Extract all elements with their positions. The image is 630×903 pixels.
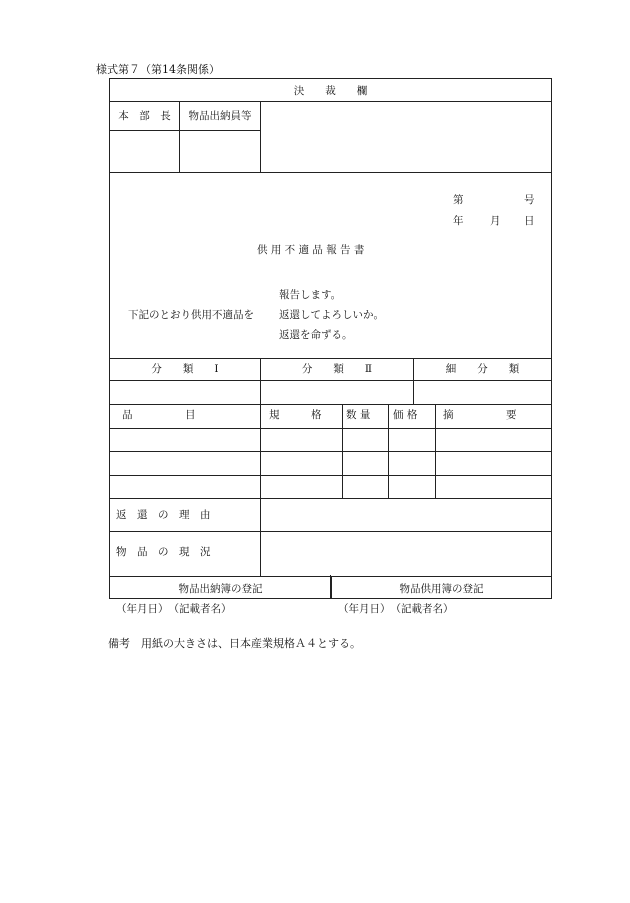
usage-ledger-registration-detail: （年月日） （記載者名）	[338, 603, 454, 615]
ledger-registration-title: 物品出納簿の登記	[178, 583, 263, 595]
rule	[110, 101, 551, 102]
report-form	[109, 78, 552, 615]
rule	[260, 404, 261, 498]
officer-label: 物品出納員等	[188, 110, 252, 122]
chief-label: 本 部 長	[118, 110, 171, 122]
ledger-registration-detail: （年月日） （記載者名）	[116, 603, 232, 615]
rule	[110, 404, 551, 405]
rule	[110, 475, 551, 476]
rule	[388, 404, 389, 498]
rule	[342, 404, 343, 498]
option-report: 報告します。	[279, 289, 342, 301]
price-header: 価 格	[393, 409, 418, 421]
rule	[260, 498, 261, 576]
classification-2-header: 分 類 Ⅱ	[301, 363, 373, 375]
rule	[110, 428, 551, 429]
rule	[110, 380, 551, 381]
rule	[110, 531, 551, 532]
usage-ledger-registration-title: 物品供用簿の登記	[399, 583, 484, 595]
rule	[110, 130, 260, 131]
option-return-order: 返還を命ずる。	[279, 329, 353, 341]
item-name-header: 品 目	[122, 409, 196, 421]
rule	[435, 404, 436, 498]
classification-1-header: 分 類 Ⅰ	[151, 363, 219, 375]
rule	[110, 172, 551, 173]
form-number-label: 様式第７（第14条関係）	[96, 63, 220, 76]
rule	[110, 498, 551, 499]
spec-header: 規 格	[269, 409, 322, 421]
document-title: 供 用 不 適 品 報 告 書	[257, 244, 365, 256]
rule	[110, 451, 551, 452]
lead-text: 下記のとおり供用不適品を	[128, 309, 254, 321]
return-reason-label: 返 還 の 理 由	[116, 509, 211, 521]
rule	[330, 575, 331, 599]
date-year: 年	[453, 215, 464, 227]
rule	[110, 358, 551, 359]
subclassification-header: 細 分 類	[445, 363, 520, 375]
footnote: 備考 用紙の大きさは、日本産業規格Ａ４とする。	[108, 637, 361, 650]
number-prefix: 第	[453, 194, 464, 206]
rule	[260, 101, 261, 172]
remarks-header: 摘 要	[443, 409, 517, 421]
date-month: 月	[490, 215, 501, 227]
item-condition-label: 物 品 の 現 況	[116, 546, 211, 558]
number-suffix: 号	[524, 194, 535, 206]
option-return-permission: 返還してよろしいか。	[279, 309, 384, 321]
date-day: 日	[524, 215, 535, 227]
approval-title: 決 裁 欄	[293, 85, 368, 97]
quantity-header: 数 量	[346, 409, 371, 421]
